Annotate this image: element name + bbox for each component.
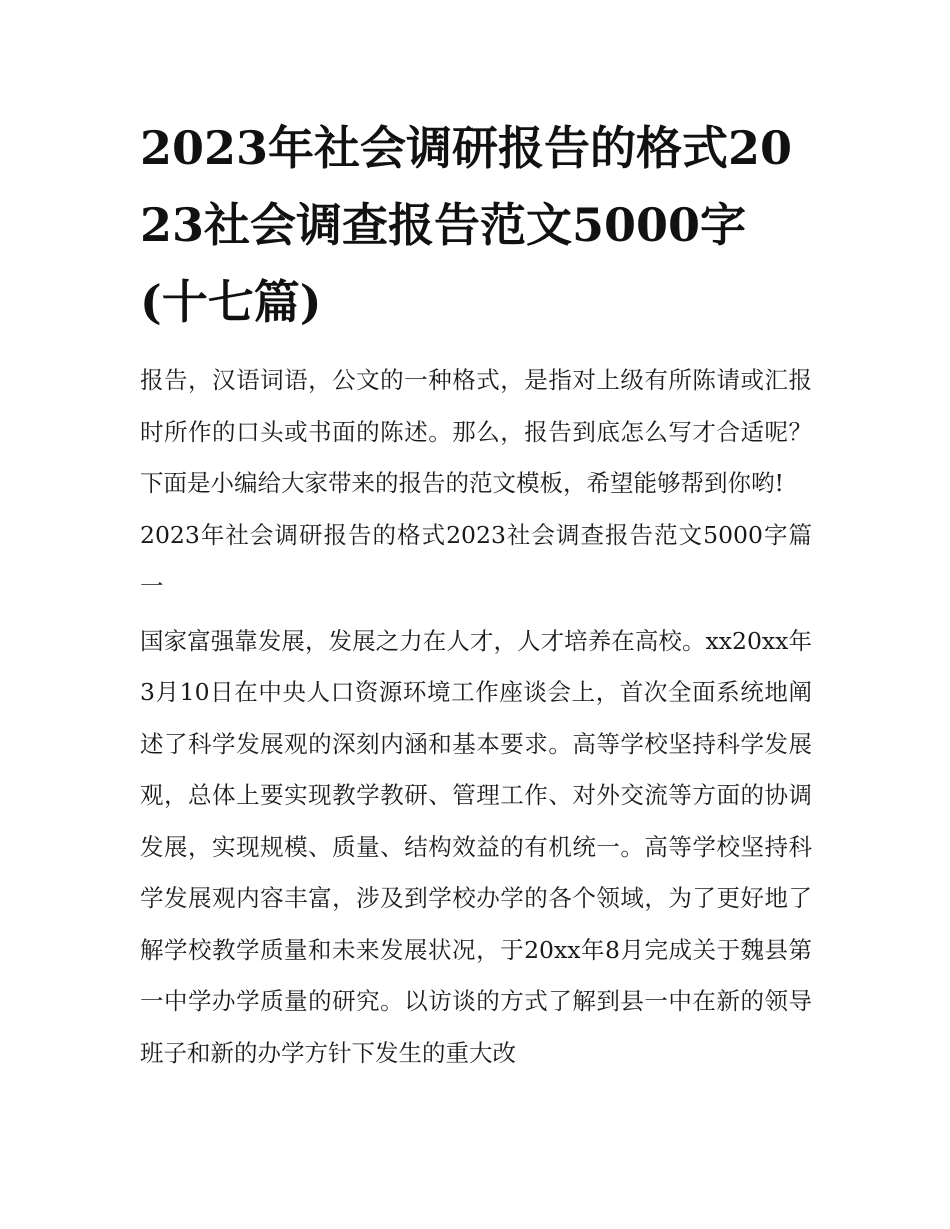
document-title: 2023年社会调研报告的格式2023社会调查报告范文5000字(十七篇)	[140, 121, 793, 329]
document-page	[140, 110, 812, 1079]
section-heading: 2023年社会调研报告的格式2023社会调查报告范文5000字篇一	[140, 520, 812, 600]
intro-paragraph: 报告，汉语词语，公文的一种格式，是指对上级有所陈请或汇报时所作的口头或书面的陈述。那么，报告到底怎么写才合适呢？下面是小编给大家带来的报告的范文模板，希望能够帮到你哟!	[140, 366, 812, 497]
body-paragraph: 国家富强靠发展，发展之力在人才，人才培养在高校。xx20xx年3月10日在中央人口资源环境工作座谈会上，首次全面系统地阐述了科学发展观的深刻内涵和基本要求。高等学校坚持科学发展观，总体上要实现教学教研、管理工作、对外交流等方面的协调发展，实现规模、质量、结构效益的有机统一。高等学校坚持科学发展观内容丰富，涉及到学校办学的各个领域，为了更好地了解学校教学质量和未来发展状况，于20xx年8月完成关于魏县第一中学办学质量的研究。以访谈的方式了解到县一中在新的领导班子和新的办学方针下发生的重大改	[140, 626, 812, 1067]
